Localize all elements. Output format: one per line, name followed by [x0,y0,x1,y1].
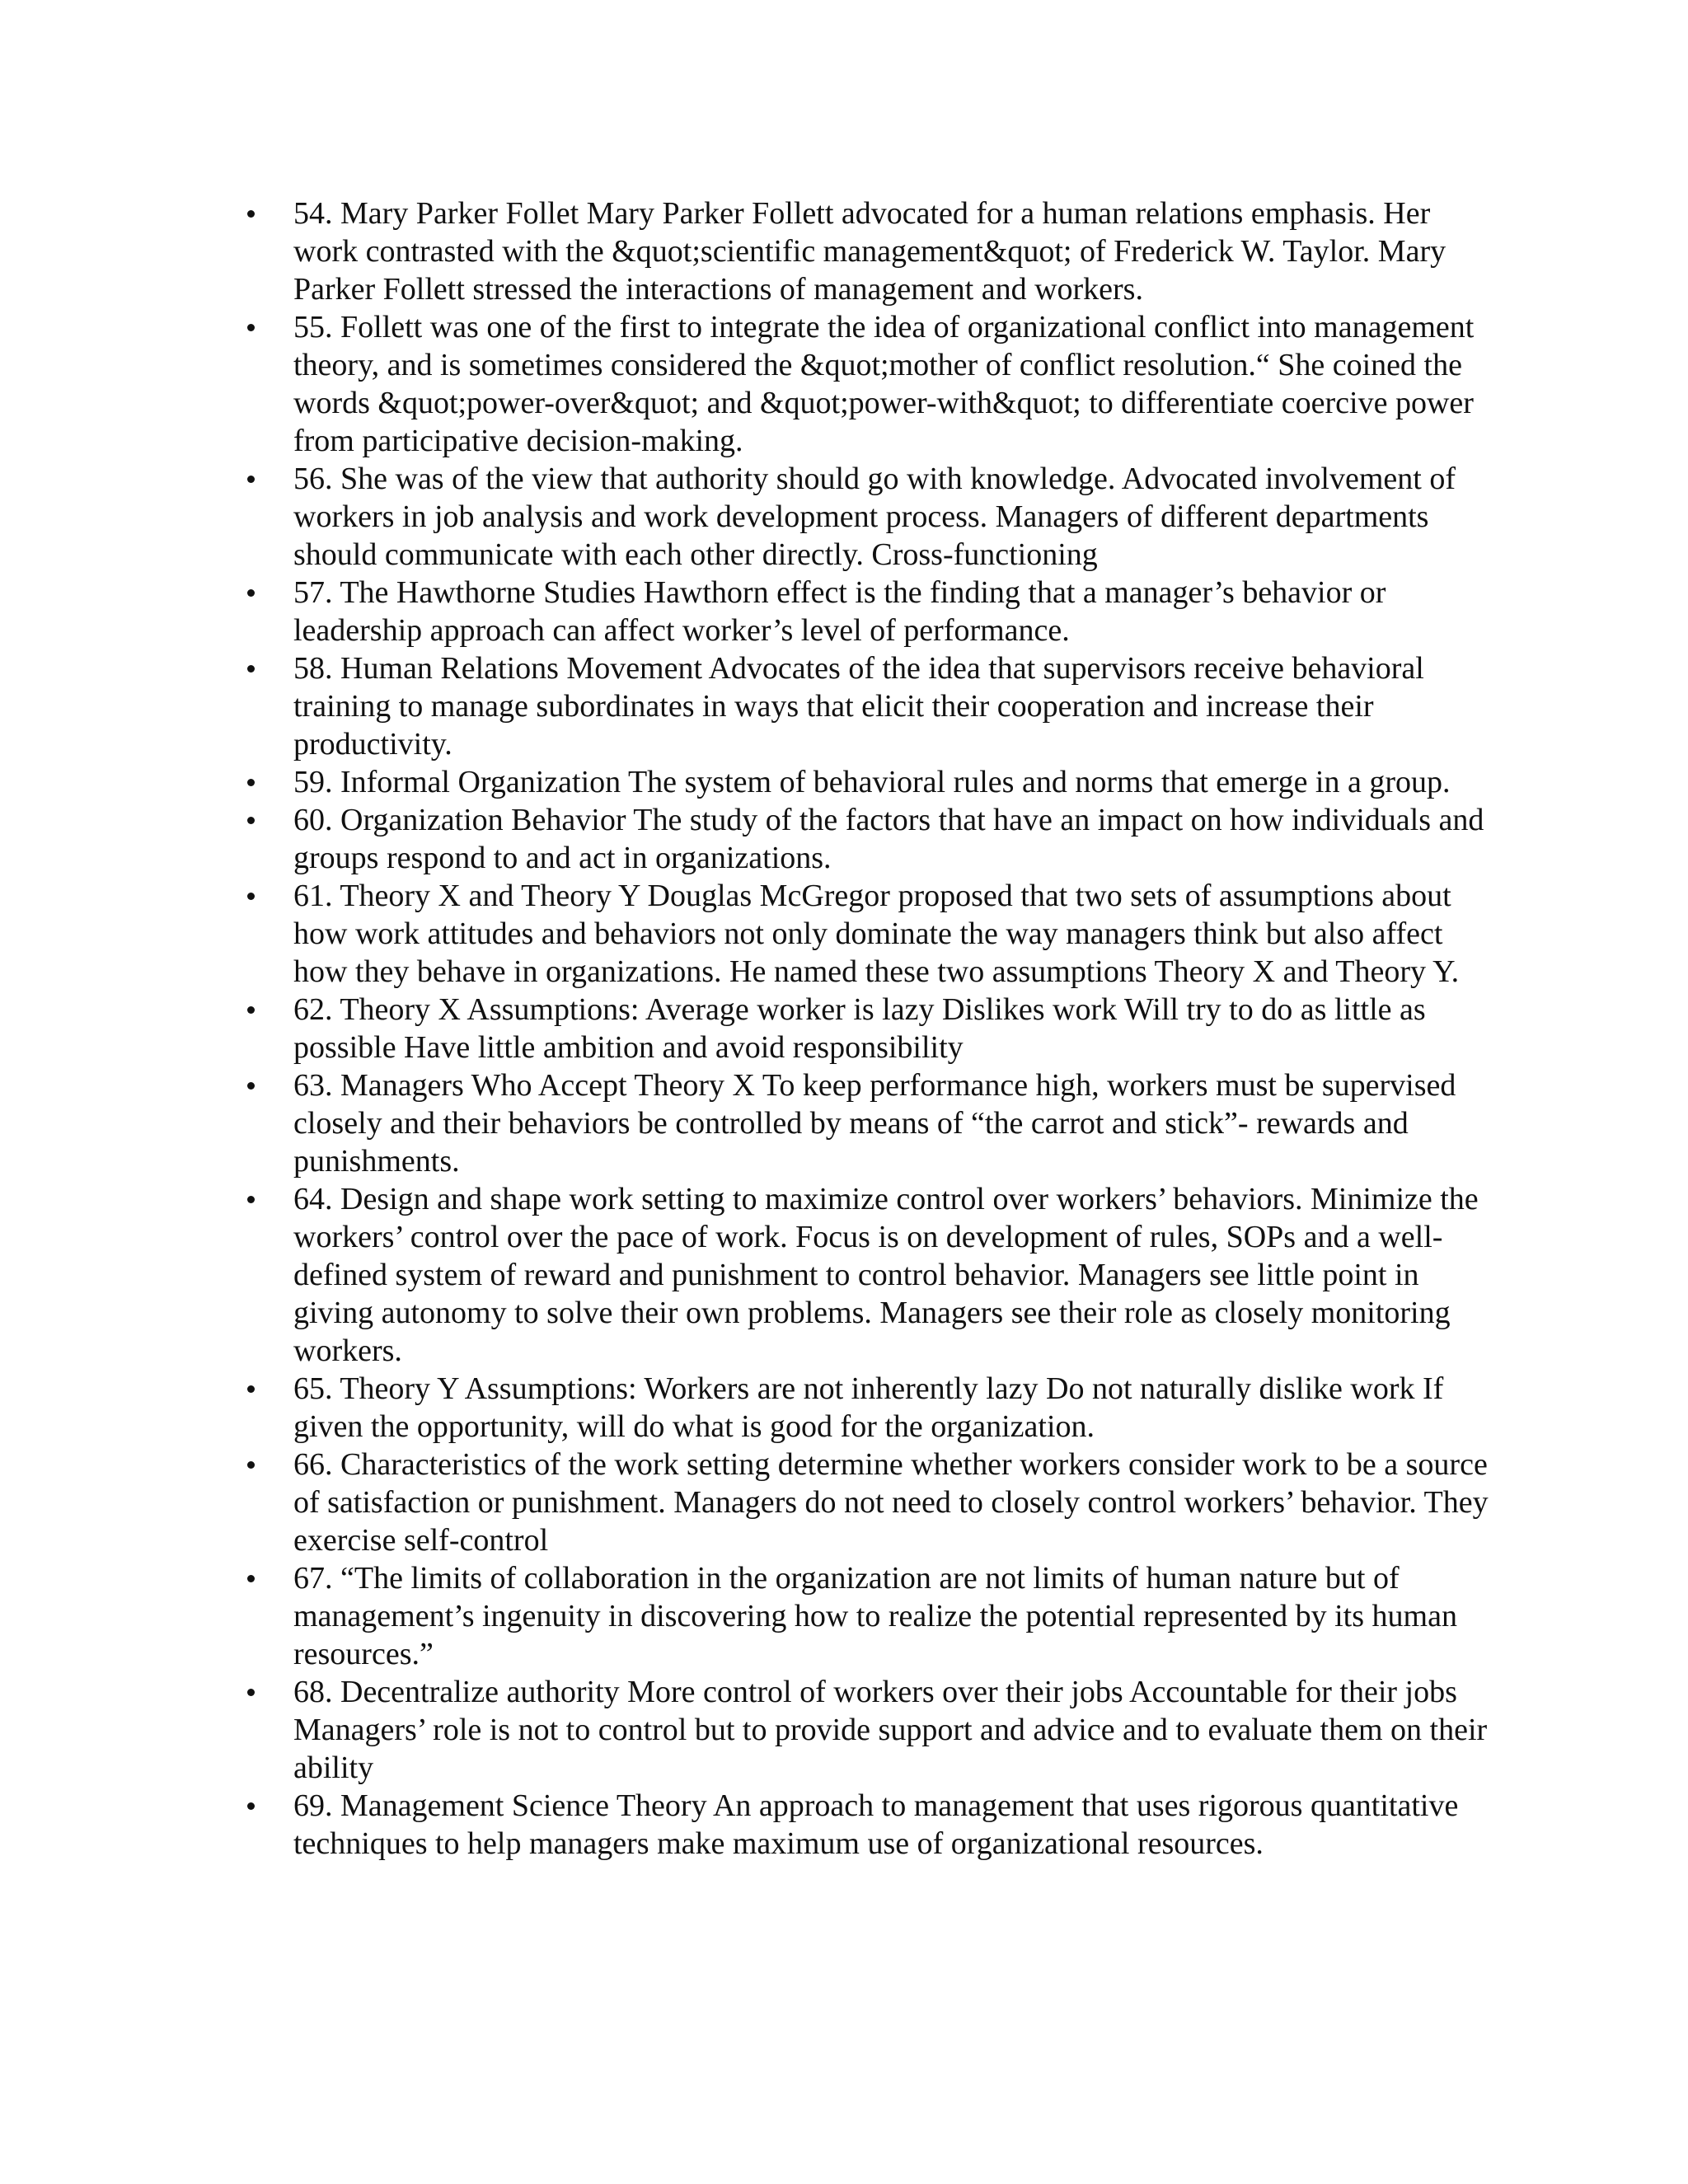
list-item-text: 65. Theory Y Assumptions: Workers are not inherently lazy Do not naturally dislike work If given the opportunity, will do what is good for the organization. [293,1371,1444,1444]
list-item [241,308,1493,460]
list-item [241,649,1493,763]
bullet-list [241,194,1493,1863]
bullet-icon [247,1689,255,1696]
list-item-text: 55. Follett was one of the first to integrate the idea of organizational conflict into management theory, and is sometimes considered the &quot;mother of conflict resolution.“ She coined the words &quot;power-over&quot; and &quot;power-with&quot; to differentiate coercive power from participative decision-making. [293,310,1475,458]
bullet-icon [247,589,255,597]
list-item [241,801,1493,877]
bullet-icon [247,1461,255,1469]
bullet-icon [247,1802,255,1810]
list-item-text: 58. Human Relations Movement Advocates of the idea that supervisors receive behavioral training to manage subordinates in ways that elicit their cooperation and increase their productivity. [293,651,1424,762]
list-item [241,877,1493,991]
list-item-text: 64. Design and shape work setting to maximize control over workers’ behaviors. Minimize the workers’ control over the pace of work. Focus is on development of rules, SOPs and a well-defined system of reward and punishment to control behavior. Managers see little point in giving autonomy to solve their own problems. Managers see their role as closely monitoring workers. [293,1182,1479,1368]
list-item-text: 63. Managers Who Accept Theory X To keep performance high, workers must be supervised closely and their behaviors be controlled by means of “the carrot and stick”- rewards and punishments. [293,1068,1456,1179]
bullet-icon [247,1006,255,1014]
list-item [241,1673,1493,1787]
bullet-icon [247,1082,255,1090]
list-item-text: 59. Informal Organization The system of behavioral rules and norms that emerge in a group. [293,765,1451,799]
list-item-text: 60. Organization Behavior The study of the factors that have an impact on how individuals and groups respond to and act in organizations. [293,803,1484,875]
list-item [241,1559,1493,1673]
list-item-text: 69. Management Science Theory An approach to management that uses rigorous quantitative techniques to help managers make maximum use of organizational resources. [293,1788,1459,1861]
bullet-icon [247,210,255,218]
bullet-icon [247,476,255,483]
list-item-text: 56. She was of the view that authority should go with knowledge. Advocated involvement of workers in job analysis and work development process. Managers of different departments should communicate with each other directly. Cross-functioning [293,462,1456,572]
list-item-text: 61. Theory X and Theory Y Douglas McGregor proposed that two sets of assumptions about how work attitudes and behaviors not only dominate the way managers think but also affect how they behave in organizations. He named these two assumptions Theory X and Theory Y. [293,879,1460,989]
list-item [241,1370,1493,1446]
list-item [241,574,1493,649]
list-item [241,1446,1493,1559]
list-item [241,194,1493,308]
bullet-icon [247,324,255,331]
list-item [241,991,1493,1066]
bullet-icon [247,665,255,673]
bullet-icon [247,1385,255,1393]
list-item-text: 57. The Hawthorne Studies Hawthorn effect is the finding that a manager’s behavior or leadership approach can affect worker’s level of performance. [293,575,1386,648]
list-item [241,1787,1493,1863]
list-item [241,460,1493,574]
list-item-text: 54. Mary Parker Follet Mary Parker Follett advocated for a human relations emphasis. Her work contrasted with the &quot;scientific management&quot; of Frederick W. Taylor. Mary Parker Follett stressed the interactions of management and workers. [293,196,1447,307]
list-item-text: 66. Characteristics of the work setting determine whether workers consider work to be a source of satisfaction or punishment. Managers do not need to closely control workers’ behavior. They exercise self-control [293,1447,1489,1558]
list-item-text: 68. Decentralize authority More control of workers over their jobs Accountable for their jobs Managers’ role is not to control but to provide support and advice and to evaluate them on their ability [293,1675,1488,1785]
bullet-icon [247,817,255,824]
bullet-icon [247,1575,255,1582]
list-item-text: 67. “The limits of collaboration in the organization are not limits of human nature but of management’s ingenuity in discovering how to realize the potential represented by its human resources.” [293,1561,1457,1671]
list-item [241,1066,1493,1180]
bullet-icon [247,893,255,900]
bullet-icon [247,1196,255,1203]
list-item [241,763,1493,801]
bullet-icon [247,779,255,786]
list-item [241,1180,1493,1370]
list-item-text: 62. Theory X Assumptions: Average worker is lazy Dislikes work Will try to do as little as possible Have little ambition and avoid responsibility [293,992,1426,1065]
